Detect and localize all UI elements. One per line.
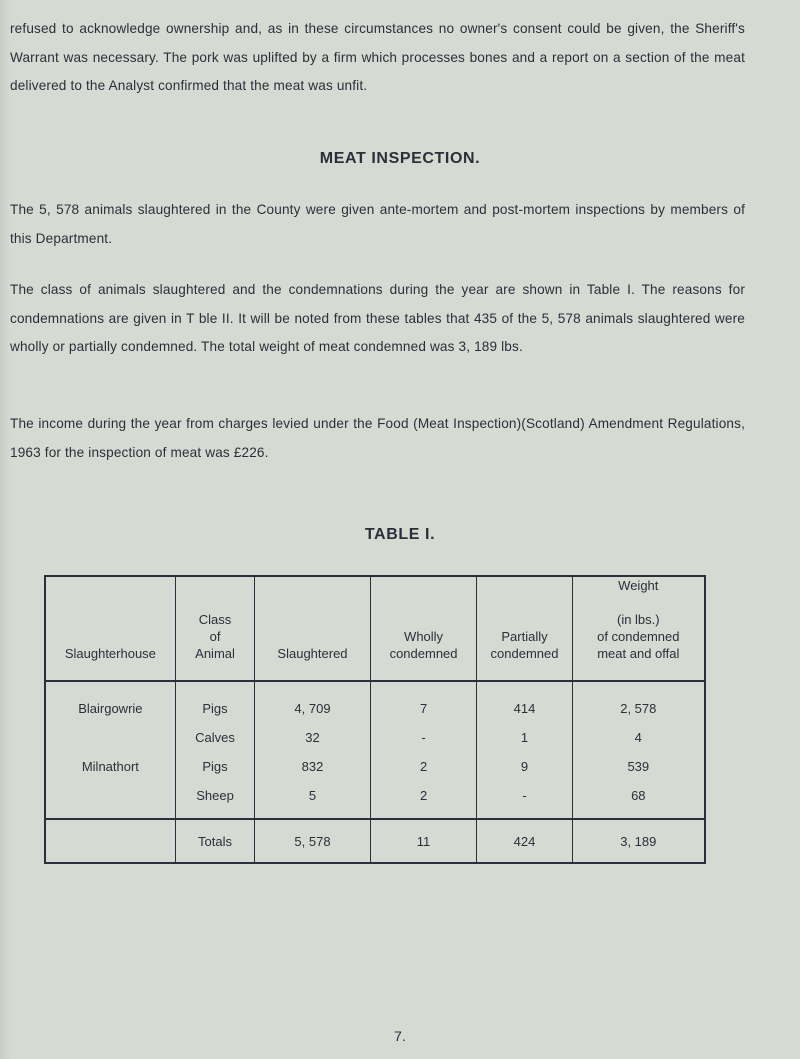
table-cell: 68 bbox=[572, 781, 705, 819]
table-row bbox=[45, 781, 705, 819]
header-class-of-animal bbox=[175, 576, 255, 681]
table-cell: - bbox=[370, 723, 477, 752]
table-cell: Pigs bbox=[175, 752, 255, 781]
header-partially-condemned bbox=[477, 576, 572, 681]
table-cell: 2, 578 bbox=[572, 681, 705, 723]
header-slaughterhouse bbox=[45, 576, 175, 681]
header-line: (in lbs.) bbox=[616, 612, 660, 627]
meat-inspection-table bbox=[44, 575, 706, 864]
table-row bbox=[45, 723, 705, 752]
totals-cell: 3, 189 bbox=[572, 819, 705, 863]
header-line: Animal bbox=[195, 646, 235, 661]
totals-cell: Totals bbox=[175, 819, 255, 863]
page-number: 7. bbox=[394, 1028, 406, 1044]
table-cell: 9 bbox=[477, 752, 572, 781]
table-cell: 4 bbox=[572, 723, 705, 752]
header-line: condemned bbox=[389, 646, 458, 661]
table-cell: 7 bbox=[370, 681, 477, 723]
table-cell: Calves bbox=[175, 723, 255, 752]
table-cell: 539 bbox=[572, 752, 705, 781]
header-slaughtered bbox=[255, 576, 370, 681]
header-weight bbox=[572, 576, 705, 681]
section-heading: MEAT INSPECTION. bbox=[319, 150, 481, 167]
totals-cell bbox=[45, 819, 175, 863]
table-cell: 414 bbox=[477, 681, 572, 723]
header-wholly-condemned bbox=[370, 576, 477, 681]
paragraph-income: The income during the year from charges levied under the Food (Meat Inspection)(Scotland) Amendment Regulations, 1963 for the inspection of meat was £226. bbox=[10, 416, 745, 460]
table-cell: 2 bbox=[370, 781, 477, 819]
header-line: condemned bbox=[490, 646, 559, 661]
table-row bbox=[45, 752, 705, 781]
paragraph-animals-slaughtered: The 5, 578 animals slaughtered in the County were given ante-mortem and post-mortem inspections by members of this Department. bbox=[10, 202, 745, 246]
table-cell: Blairgowrie bbox=[45, 681, 175, 723]
totals-cell: 5, 578 bbox=[255, 819, 370, 863]
table-totals-row bbox=[45, 819, 705, 863]
paragraph-warrant: refused to acknowledge ownership and, as in these circumstances no owner's consent could be given, the Sheriff's Warrant was necessary. The pork was uplifted by a firm which processes bones and a report on a section of the meat delivered to the Analyst confirmed that the meat was unfit. bbox=[10, 21, 745, 93]
header-line: Weight bbox=[618, 578, 659, 593]
header-line: of condemned bbox=[597, 629, 680, 644]
header-line: Slaughterhouse bbox=[64, 646, 156, 661]
table-cell: 4, 709 bbox=[255, 681, 370, 723]
paragraph-condemnations: The class of animals slaughtered and the condemnations during the year are shown in Table I. The reasons for condemnations are given in T ble II. It will be noted from these tables that 435 of the 5, 578 animals slaughtered were wholly or partially condemned. The total weight of meat condemned was 3, 189 lbs. bbox=[10, 282, 745, 354]
header-line: Class bbox=[198, 612, 232, 627]
header-line: Slaughtered bbox=[277, 646, 348, 661]
table-body bbox=[45, 681, 705, 863]
table-header-row bbox=[45, 576, 705, 681]
table-cell: Sheep bbox=[175, 781, 255, 819]
table-cell bbox=[45, 781, 175, 819]
table-cell: Pigs bbox=[175, 681, 255, 723]
table-cell: 1 bbox=[477, 723, 572, 752]
totals-cell: 11 bbox=[370, 819, 477, 863]
header-line: Wholly bbox=[404, 629, 444, 644]
table-cell: 5 bbox=[255, 781, 370, 819]
header-line: meat and offal bbox=[597, 646, 680, 661]
table-cell: 32 bbox=[255, 723, 370, 752]
header-line: Partially bbox=[501, 629, 548, 644]
table-row bbox=[45, 681, 705, 723]
table-title: TABLE I. bbox=[364, 526, 436, 543]
table-cell bbox=[45, 723, 175, 752]
header-line: of bbox=[209, 629, 221, 644]
table-cell: - bbox=[477, 781, 572, 819]
table-cell: Milnathort bbox=[45, 752, 175, 781]
table-cell: 2 bbox=[370, 752, 477, 781]
table-cell: 832 bbox=[255, 752, 370, 781]
totals-cell: 424 bbox=[477, 819, 572, 863]
